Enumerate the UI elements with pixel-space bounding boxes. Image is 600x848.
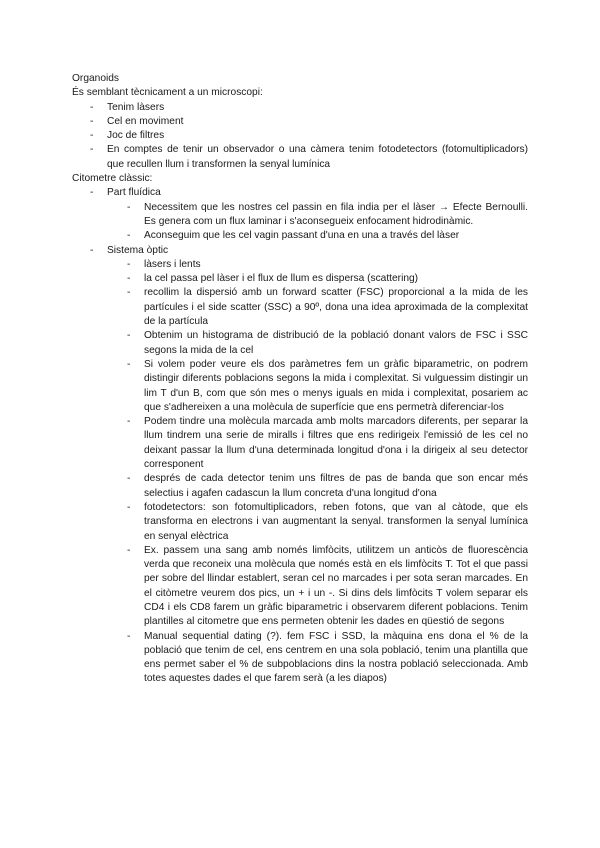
bullet-dash: - — [127, 473, 131, 485]
list-item — [72, 358, 528, 415]
document-title: Organoids — [72, 73, 120, 84]
bullet-dash: - — [127, 201, 131, 213]
list-item-text: després de cada detector tenim uns filtres de pas de banda que son encar més selectius i agafen cadascun la llum concreta d'una longitud d'ona — [144, 473, 528, 499]
list-item — [72, 415, 528, 472]
intro-line: És semblant tècnicament a un microscopi: — [72, 87, 263, 99]
list-item-text: Aconseguim que les cel vagin passant d'una en una a través del làser — [144, 230, 460, 242]
bullet-dash: - — [127, 501, 131, 513]
bullet-dash: - — [127, 544, 131, 556]
list-item-text: làsers i lents — [144, 258, 201, 270]
bullet-dash: - — [127, 287, 131, 299]
bullet-dash: - — [90, 101, 94, 113]
bullet-dash: - — [127, 273, 131, 285]
list-item — [72, 229, 528, 243]
bullet-dash: - — [127, 630, 131, 642]
bullet-dash: - — [90, 130, 94, 142]
list-item-text: Podem tindre una molècula marcada amb molts marcadors diferents, per separar la llum tindrem una serie de miralls i filtres que ens redirigeix l'emissió de les cel no deixant passar la llum d'una determinada longitud d'ona i la dirigeix al seu detector corresponent — [144, 416, 528, 471]
list-item-text: recollim la dispersió amb un forward scatter (FSC) proporcional a la mida de les partícules i el side scatter (SSC) a 90º, dona una idea aproximada de la complexitat de la partícula — [144, 287, 528, 328]
cytometer-list — [72, 186, 528, 686]
list-item — [72, 201, 528, 230]
document-body — [72, 72, 528, 687]
list-item-text: Part fluídica — [107, 187, 161, 199]
list-item-text: Sistema òptic — [107, 244, 169, 256]
list-item-text: Manual sequential dating (?). fem FSC i SSD, la màquina ens dona el % de la població que tenim de cel, ens centrem en una sola població, tenim una plantilla que ens permet saber el % de subpoblacions dins la nostra població seleccionada. Amb totes aquestes dades el que farem serà (a les diapos) — [144, 630, 528, 685]
list-item-text: Ex. passem una sang amb només limfòcits, utilitzem un anticòs de fluorescència verda que reconeix una molècula que només està en els limfòcits T. Tot el que passi per sobre del llindar establert, seran cel no marcades i per sota seran marcades. En el citòmetre veurem dos pics, un + i un -. Si dins dels limfòcits T volem separar els CD4 i els CD8 farem un gràfic biparametric i observarem diferent poblacions. Tenim plantilles al citometre que ens permeten obtenir les dades en qüestió de segons — [144, 544, 528, 628]
list-item — [72, 630, 528, 687]
list-item-text: Necessitem que les nostres cel passin en fila india per el làser → Efecte Bernoulli. Es genera com un flux laminar i s'aconsegueix enfocament hidrodinàmic. — [144, 201, 528, 227]
list-item — [72, 258, 528, 272]
list-item — [72, 101, 528, 115]
list-item — [72, 329, 528, 358]
list-item-part-fluidica — [72, 186, 528, 200]
list-item — [72, 472, 528, 501]
section-title: Citometre clàssic: — [72, 173, 153, 185]
list-item — [72, 129, 528, 143]
list-item — [72, 501, 528, 544]
list-item-text: Joc de filtres — [107, 130, 165, 142]
bullet-dash: - — [90, 244, 94, 256]
bullet-dash: - — [127, 230, 131, 242]
bullet-dash: - — [127, 416, 131, 428]
list-item-sistema-optic — [72, 244, 528, 258]
list-item-text: fotodetectors: son fotomultiplicadors, reben fotons, que van al càtode, que els transforma en electrons i van augmentant la senyal. transformen la senyal lumínica en senyal elèctrica — [144, 501, 528, 542]
list-item — [72, 272, 528, 286]
intro-list — [72, 101, 528, 172]
bullet-dash: - — [90, 144, 94, 156]
bullet-dash: - — [127, 330, 131, 342]
list-item — [72, 143, 528, 172]
list-item-text: Si volem poder veure els dos paràmetres fem un gràfic biparametric, on podrem distingir diferents poblacions segons la mida i complexitat. Si vulguessim distingir un lim T d'un B, com que són mes o menys iguals en mida i complexitat, posariem ac que s'adhereixen a una molècula de superfície que ens permetrà diferenciar-los — [144, 358, 528, 413]
list-item — [72, 544, 528, 630]
bullet-dash: - — [127, 358, 131, 370]
bullet-dash: - — [127, 258, 131, 270]
list-item-text: la cel passa pel làser i el flux de llum es dispersa (scattering) — [144, 273, 419, 285]
list-item — [72, 286, 528, 329]
list-item-text: Cel en moviment — [107, 115, 184, 127]
bullet-dash: - — [90, 187, 94, 199]
bullet-dash: - — [90, 115, 94, 127]
list-item-text: Tenim làsers — [107, 101, 165, 113]
list-item-text: Obtenim un histograma de distribució de la població donant valors de FSC i SSC segons la mida de la cel — [144, 330, 528, 356]
list-item-text: En comptes de tenir un observador o una càmera tenim fotodetectors (fotomultiplicadors) que recullen llum i transformen la senyal lumínica — [107, 144, 528, 170]
list-item — [72, 115, 528, 129]
